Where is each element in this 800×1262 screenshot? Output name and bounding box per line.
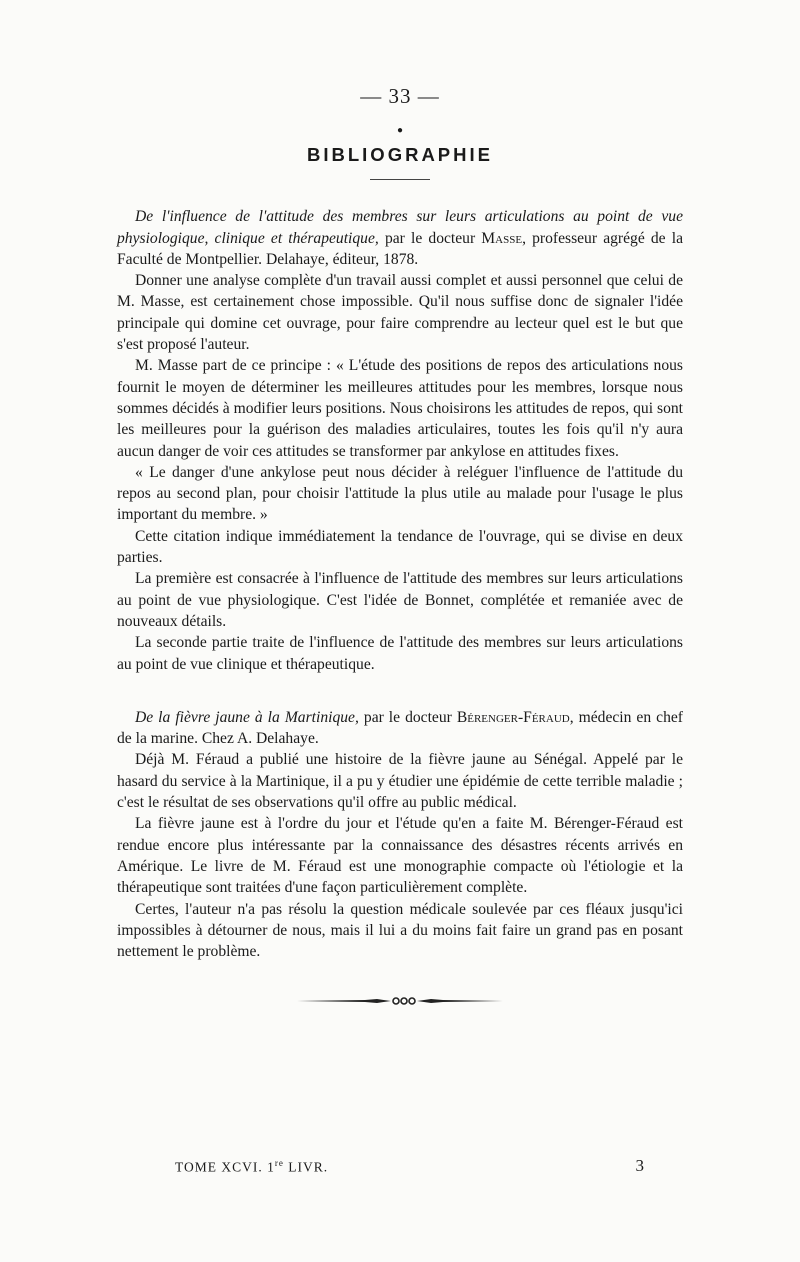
- entry1-paragraph: Cette citation indique immédiatement la tendance de l'ouvrage, qui se divise en deux parties.: [117, 527, 683, 567]
- entry2-rest: , médecin en chef de la marine. Chez A. Delahaye.: [117, 708, 683, 748]
- entry2-title: De la fièvre jaune à la Martinique,: [135, 708, 359, 726]
- entry2-author: Bérenger-Féraud: [456, 708, 570, 726]
- entry1-title: De l'influence de l'attitude des membres sur leurs articulations au point de vue physiologique, clinique et thérapeutique,: [117, 208, 683, 247]
- footer-signature: 3: [635, 1156, 645, 1175]
- entry1-paragraph: « Le danger d'une ankylose peut nous décider à reléguer l'influence de l'attitude du repos au second plan, pour choisir l'attitude la plus utile au malade pour l'usage le plus important du membre. »: [117, 463, 683, 524]
- footer-volume: [175, 1158, 328, 1176]
- entry2-paragraph: Déjà M. Féraud a publié une histoire de la fièvre jaune au Sénégal. Appelé par le hasard du service à la Martinique, il a pu y étudier une épidémie de cette terrible maladie ; c'est le résultat de ses observations qu'il offre au public médical.: [117, 751, 683, 812]
- entry1-paragraph: La seconde partie traite de l'influence de l'attitude des membres sur leurs articulations au point de vue clinique et thérapeutique.: [117, 634, 683, 673]
- ornament-dot: ●: [396, 125, 404, 136]
- entry2-paragraph: Certes, l'auteur n'a pas résolu la question médicale soulevée par ces fléaux jusqu'ici impossibles à détourner de nous, mais il lui a du moins fait faire un grand pas en posant nettement le problème.: [117, 900, 683, 961]
- end-ornament: [295, 996, 505, 1006]
- section-title: BIBLIOGRAPHIE: [307, 144, 493, 165]
- footer-livr-superscript: re: [274, 1157, 284, 1168]
- entry1-by: par le docteur: [378, 229, 482, 247]
- page-body: [117, 84, 683, 1006]
- footer-tome: TOME XCVI.: [175, 1159, 263, 1174]
- entry2-paragraph: La fièvre jaune est à l'ordre du jour et l'étude qu'en a faite M. Bérenger-Féraud est rendue encore plus intéressante par la connaissance des désastres récents arrivés en Amérique. Le livre de M. Féraud est une monographie compacte où l'étiologie et la thérapeutique sont traitées d'une façon particulièrement complète.: [117, 815, 683, 897]
- page-number: — 33 —: [360, 84, 440, 108]
- entry1-paragraph: Donner une analyse complète d'un travail aussi complet et aussi personnel que celui de M. Masse, est certainement chose impossible. Qu'il nous suffise donc de signaler l'idée principale qui domine cet ouvrage, pour faire comprendre au lecteur quel est le but que s'est proposé l'auteur.: [117, 272, 683, 354]
- title-rule: [370, 179, 430, 180]
- entry2-heading: [117, 707, 683, 750]
- entry1-author: Masse: [481, 229, 523, 247]
- entry2-by: par le docteur: [358, 708, 457, 726]
- page-footer: [175, 1156, 645, 1176]
- entry1-paragraph: La première est consacrée à l'influence de l'attitude des membres sur leurs articulations au point de vue physiologique. C'est l'idée de Bonnet, complétée et remaniée avec de nouveaux détails.: [117, 570, 683, 630]
- footer-livr: LIVR.: [288, 1159, 329, 1174]
- entry-separator-space: [117, 675, 683, 707]
- entry1-paragraph: M. Masse part de ce principe : « L'étude des positions de repos des articulations nous fournit le moyen de déterminer les meilleures attitudes pour les membres, lorsque nous sommes décidés à modifier leurs positions. Nous choisirons les attitudes de repos, qui sont les meilleures pour la guérison des maladies articulaires, toutes les fois qu'il n'y aura aucun danger de voir ces attitudes se transformer par ankylose en attitudes fixes.: [117, 357, 683, 460]
- entry1-rest: , professeur agrégé de la Faculté de Montpellier. Delahaye, éditeur, 1878.: [117, 229, 683, 268]
- footer-livr-number: 1: [267, 1159, 275, 1174]
- entry1-heading: [117, 206, 683, 270]
